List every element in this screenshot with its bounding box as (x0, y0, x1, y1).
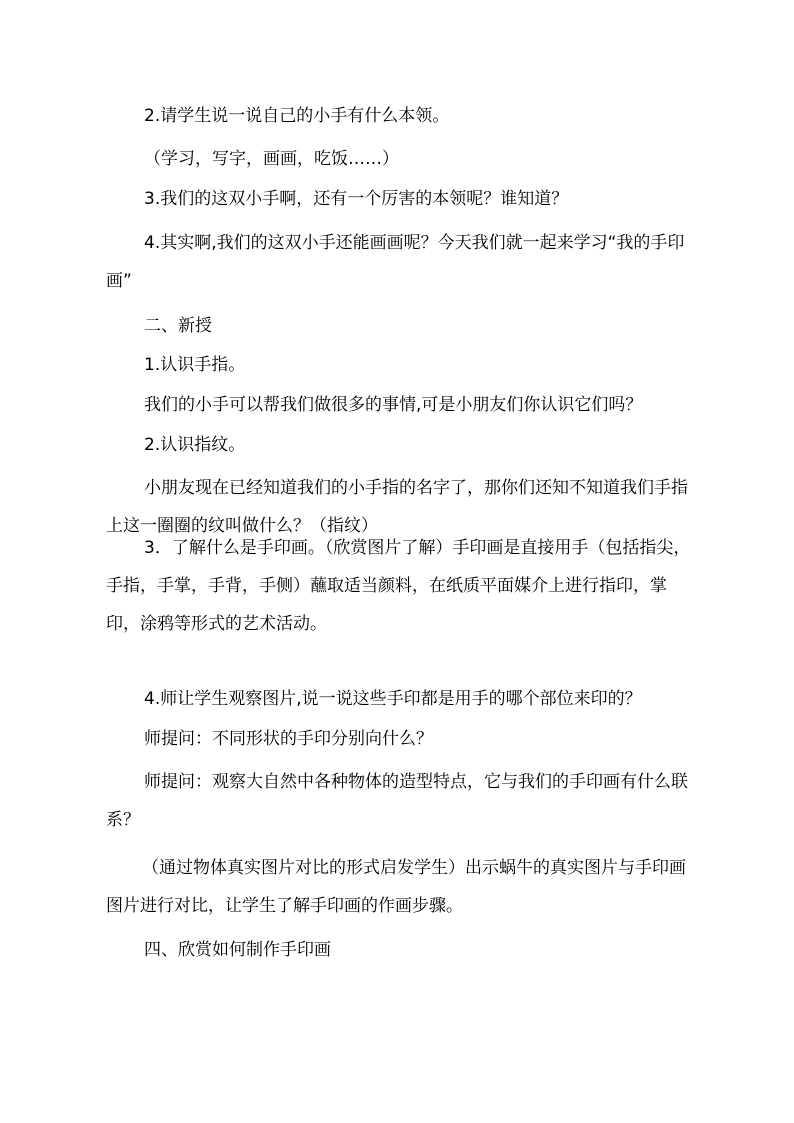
paragraph-2: （学习，写字，画画，吃饭……） (144, 149, 399, 169)
paragraph-7: 2.认识指纹。 (144, 435, 246, 455)
paragraph-13: （通过物体真实图片对比的形式启发学生）出示蜗牛的真实图片与手印画图片进行对比，让学生了解手印画的作画步骤。 (106, 858, 686, 916)
paragraph-1: 2.请学生说一说自己的小手有什么本领。 (144, 106, 450, 126)
paragraph-11: 师提问：不同形状的手印分别向什么？ (144, 729, 433, 749)
paragraph-5: 1.认识手指。 (144, 355, 246, 375)
paragraph-8: 小朋友现在已经知道我们的小手指的名字了，那你们还知不知道我们手指上这一圈圈的纹叫做什么？（指纹） (106, 478, 688, 536)
paragraph-9: 3．了解什么是手印画。（欣赏图片了解）手印画是直接用手（包括指尖，手指，手掌，手背，手侧）蘸取适当颜料，在纸质平面媒介上进行指印，掌印，涂鸦等形式的艺术活动。 (106, 538, 691, 634)
paragraph-4: 4.其实啊,我们的这双小手还能画画呢？今天我们就一起来学习“我的手印画” (106, 233, 685, 291)
section-heading-new-lesson: 二、新授 (144, 316, 212, 336)
section-heading-appreciate: 四、欣赏如何制作手印画 (144, 940, 331, 960)
paragraph-12: 师提问：观察大自然中各种物体的造型特点，它与我们的手印画有什么联系？ (106, 772, 688, 830)
paragraph-3: 3.我们的这双小手啊，还有一个厉害的本领呢？谁知道？ (144, 189, 569, 209)
paragraph-10: 4.师让学生观察图片,说一说这些手印都是用手的哪个部位来印的？ (144, 689, 642, 709)
paragraph-6: 我们的小手可以帮我们做很多的事情,可是小朋友们你认识它们吗？ (144, 395, 643, 415)
